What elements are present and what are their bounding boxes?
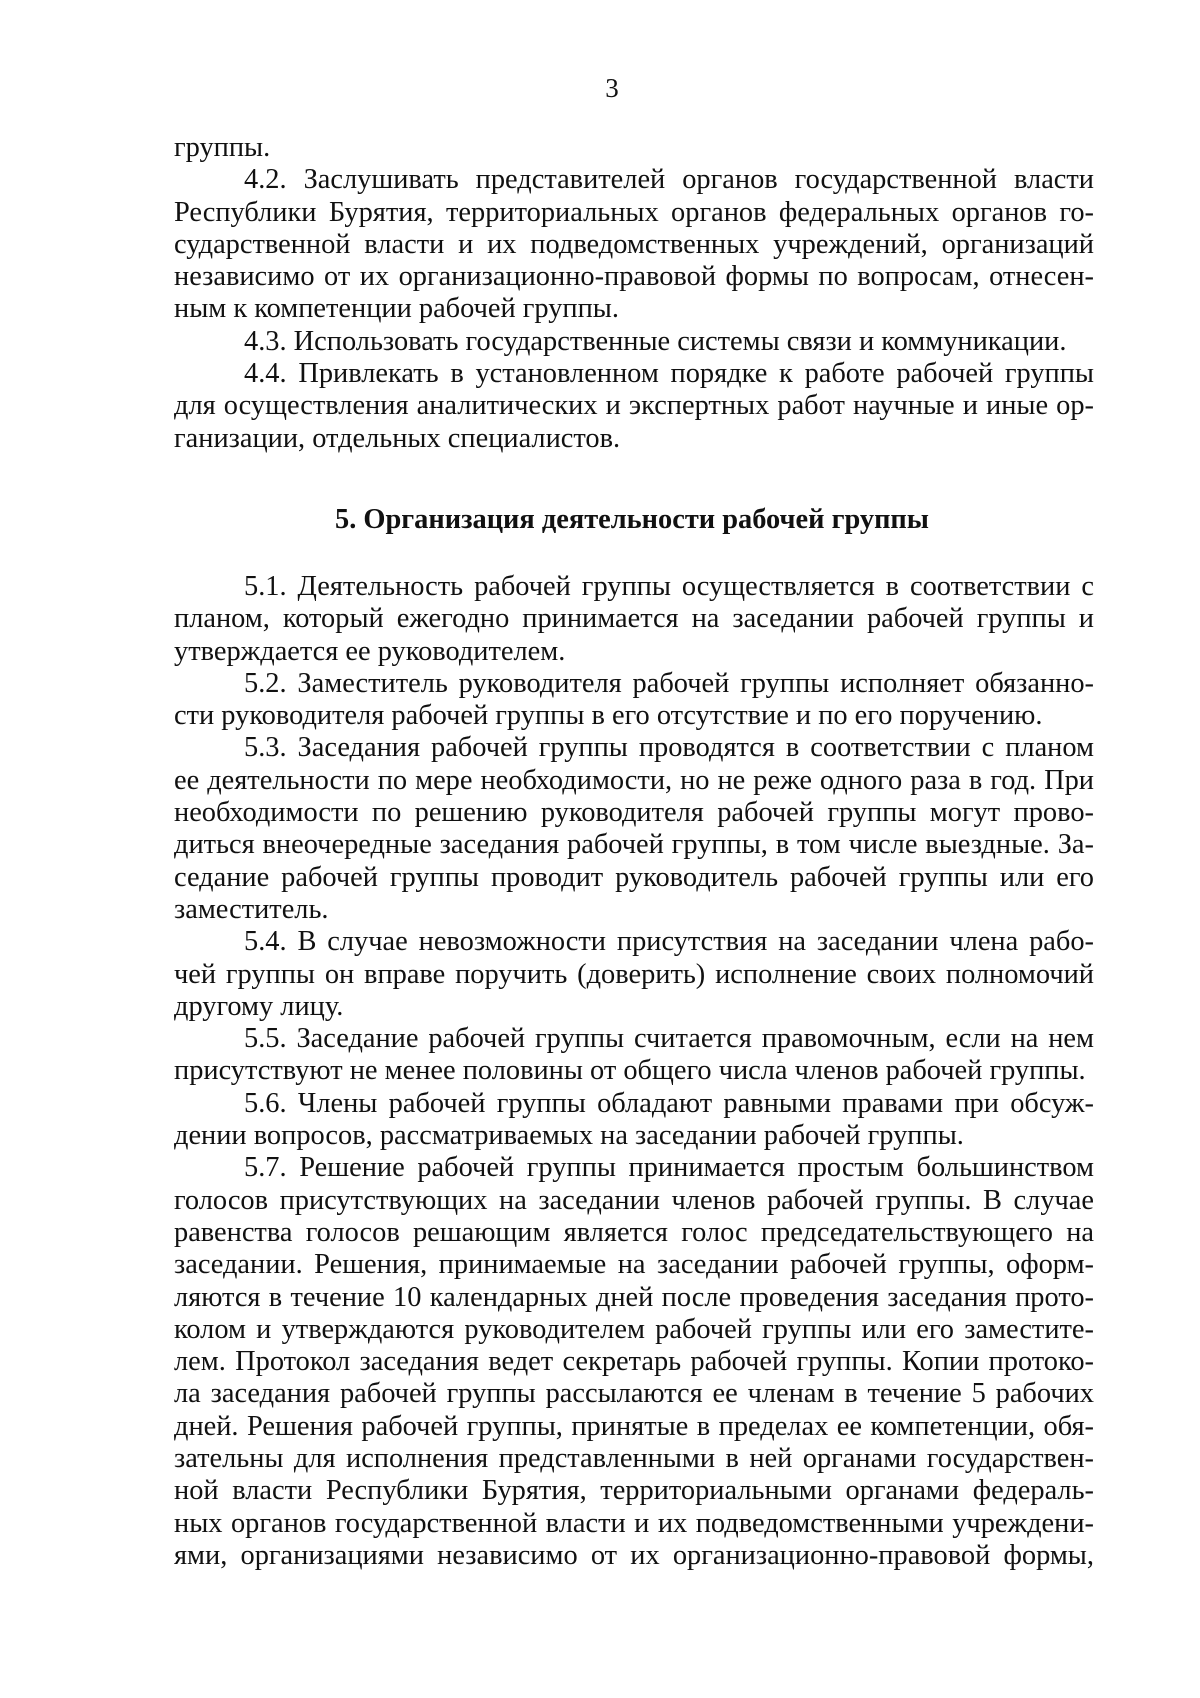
text-line: ями, организациями независимо от их организационно-правовой формы,: [174, 1539, 1094, 1571]
text-line: 4.4. Привлекать в установленном порядке к работе рабочей группы: [244, 358, 1094, 390]
text-line: Республики Бурятия, территориальных органов федеральных органов го-: [174, 196, 1094, 228]
text-line: ганизации, отдельных специалистов.: [174, 422, 621, 454]
section-4-text: [174, 132, 1094, 455]
text-line: седание рабочей группы проводит руководитель рабочей группы или его: [174, 861, 1094, 893]
text-line: 5.6. Члены рабочей группы обладают равными правами при обсуж-: [244, 1087, 1094, 1119]
text-line: 4.3. Использовать государственные системы связи и коммуникации.: [244, 325, 1067, 357]
text-line: чей группы он вправе поручить (доверить) исполнение своих полномочий: [174, 958, 1094, 990]
text-line: заместитель.: [174, 893, 329, 925]
text-line: планом, который ежегодно принимается на заседании рабочей группы и: [174, 603, 1094, 635]
text-line: заседании. Решения, принимаемые на заседании рабочей группы, оформ-: [174, 1249, 1094, 1281]
text-line: колом и утверждаются руководителем рабочей группы или его заместите-: [174, 1313, 1094, 1345]
text-line: группы.: [174, 132, 271, 163]
text-line: равенства голосов решающим является голос председательствующего на: [174, 1216, 1094, 1248]
text-line: 5.1. Деятельность рабочей группы осуществляется в соответствии с: [244, 571, 1094, 602]
text-line: 5.3. Заседания рабочей группы проводятся в соответствии с планом: [244, 732, 1094, 764]
text-line: 4.2. Заслушивать представителей органов государственной власти: [244, 164, 1094, 196]
text-line: утверждается ее руководителем.: [174, 635, 566, 667]
text-line: сударственной власти и их подведомственных учреждений, организаций: [174, 228, 1094, 260]
section-heading: 5. Организация деятельности рабочей группы: [335, 504, 929, 535]
text-line: 5.5. Заседание рабочей группы считается правомочным, если на нем: [244, 1023, 1094, 1055]
text-line: лем. Протокол заседания ведет секретарь рабочей группы. Копии протоко-: [174, 1346, 1094, 1378]
page-number: 3: [605, 73, 619, 103]
text-line: зательны для исполнения представленными в ней органами государствен-: [174, 1443, 1094, 1475]
text-line: для осуществления аналитических и экспертных работ научные и иные ор-: [174, 390, 1094, 422]
text-line: 5.2. Заместитель руководителя рабочей группы исполняет обязанно-: [244, 667, 1094, 699]
text-line: 5.7. Решение рабочей группы принимается простым большинством: [244, 1152, 1094, 1184]
text-line: независимо от их организационно-правовой формы по вопросам, отнесен-: [174, 261, 1094, 293]
text-line: сти руководителя рабочей группы в его отсутствие и по его поручению.: [174, 700, 1043, 732]
text-line: ла заседания рабочей группы рассылаются ее членам в течение 5 рабочих: [174, 1378, 1094, 1410]
text-line: ной власти Республики Бурятия, территориальными органами федераль-: [174, 1475, 1094, 1507]
text-line: голосов присутствующих на заседании членов рабочей группы. В случае: [174, 1184, 1094, 1216]
text-line: другому лицу.: [174, 990, 344, 1022]
text-line: диться внеочередные заседания рабочей группы, в том числе выездные. За-: [174, 829, 1094, 861]
text-line: ее деятельности по мере необходимости, но не реже одного раза в год. При: [174, 764, 1094, 796]
text-line: ляются в течение 10 календарных дней после проведения заседания прото-: [174, 1281, 1094, 1313]
text-line: дней. Решения рабочей группы, принятые в пределах ее компетенции, обя-: [174, 1410, 1094, 1442]
text-line: ных органов государственной власти и их подведомственными учреждени-: [174, 1507, 1094, 1539]
section-5-text: [174, 571, 1094, 1572]
text-line: дении вопросов, рассматриваемых на заседании рабочей группы.: [174, 1120, 964, 1152]
text-line: необходимости по решению руководителя рабочей группы могут прово-: [174, 797, 1094, 829]
text-line: присутствуют не менее половины от общего числа членов рабочей группы.: [174, 1055, 1086, 1087]
text-line: 5.4. В случае невозможности присутствия на заседании члена рабо-: [244, 926, 1094, 958]
text-line: ным к компетенции рабочей группы.: [174, 293, 619, 325]
